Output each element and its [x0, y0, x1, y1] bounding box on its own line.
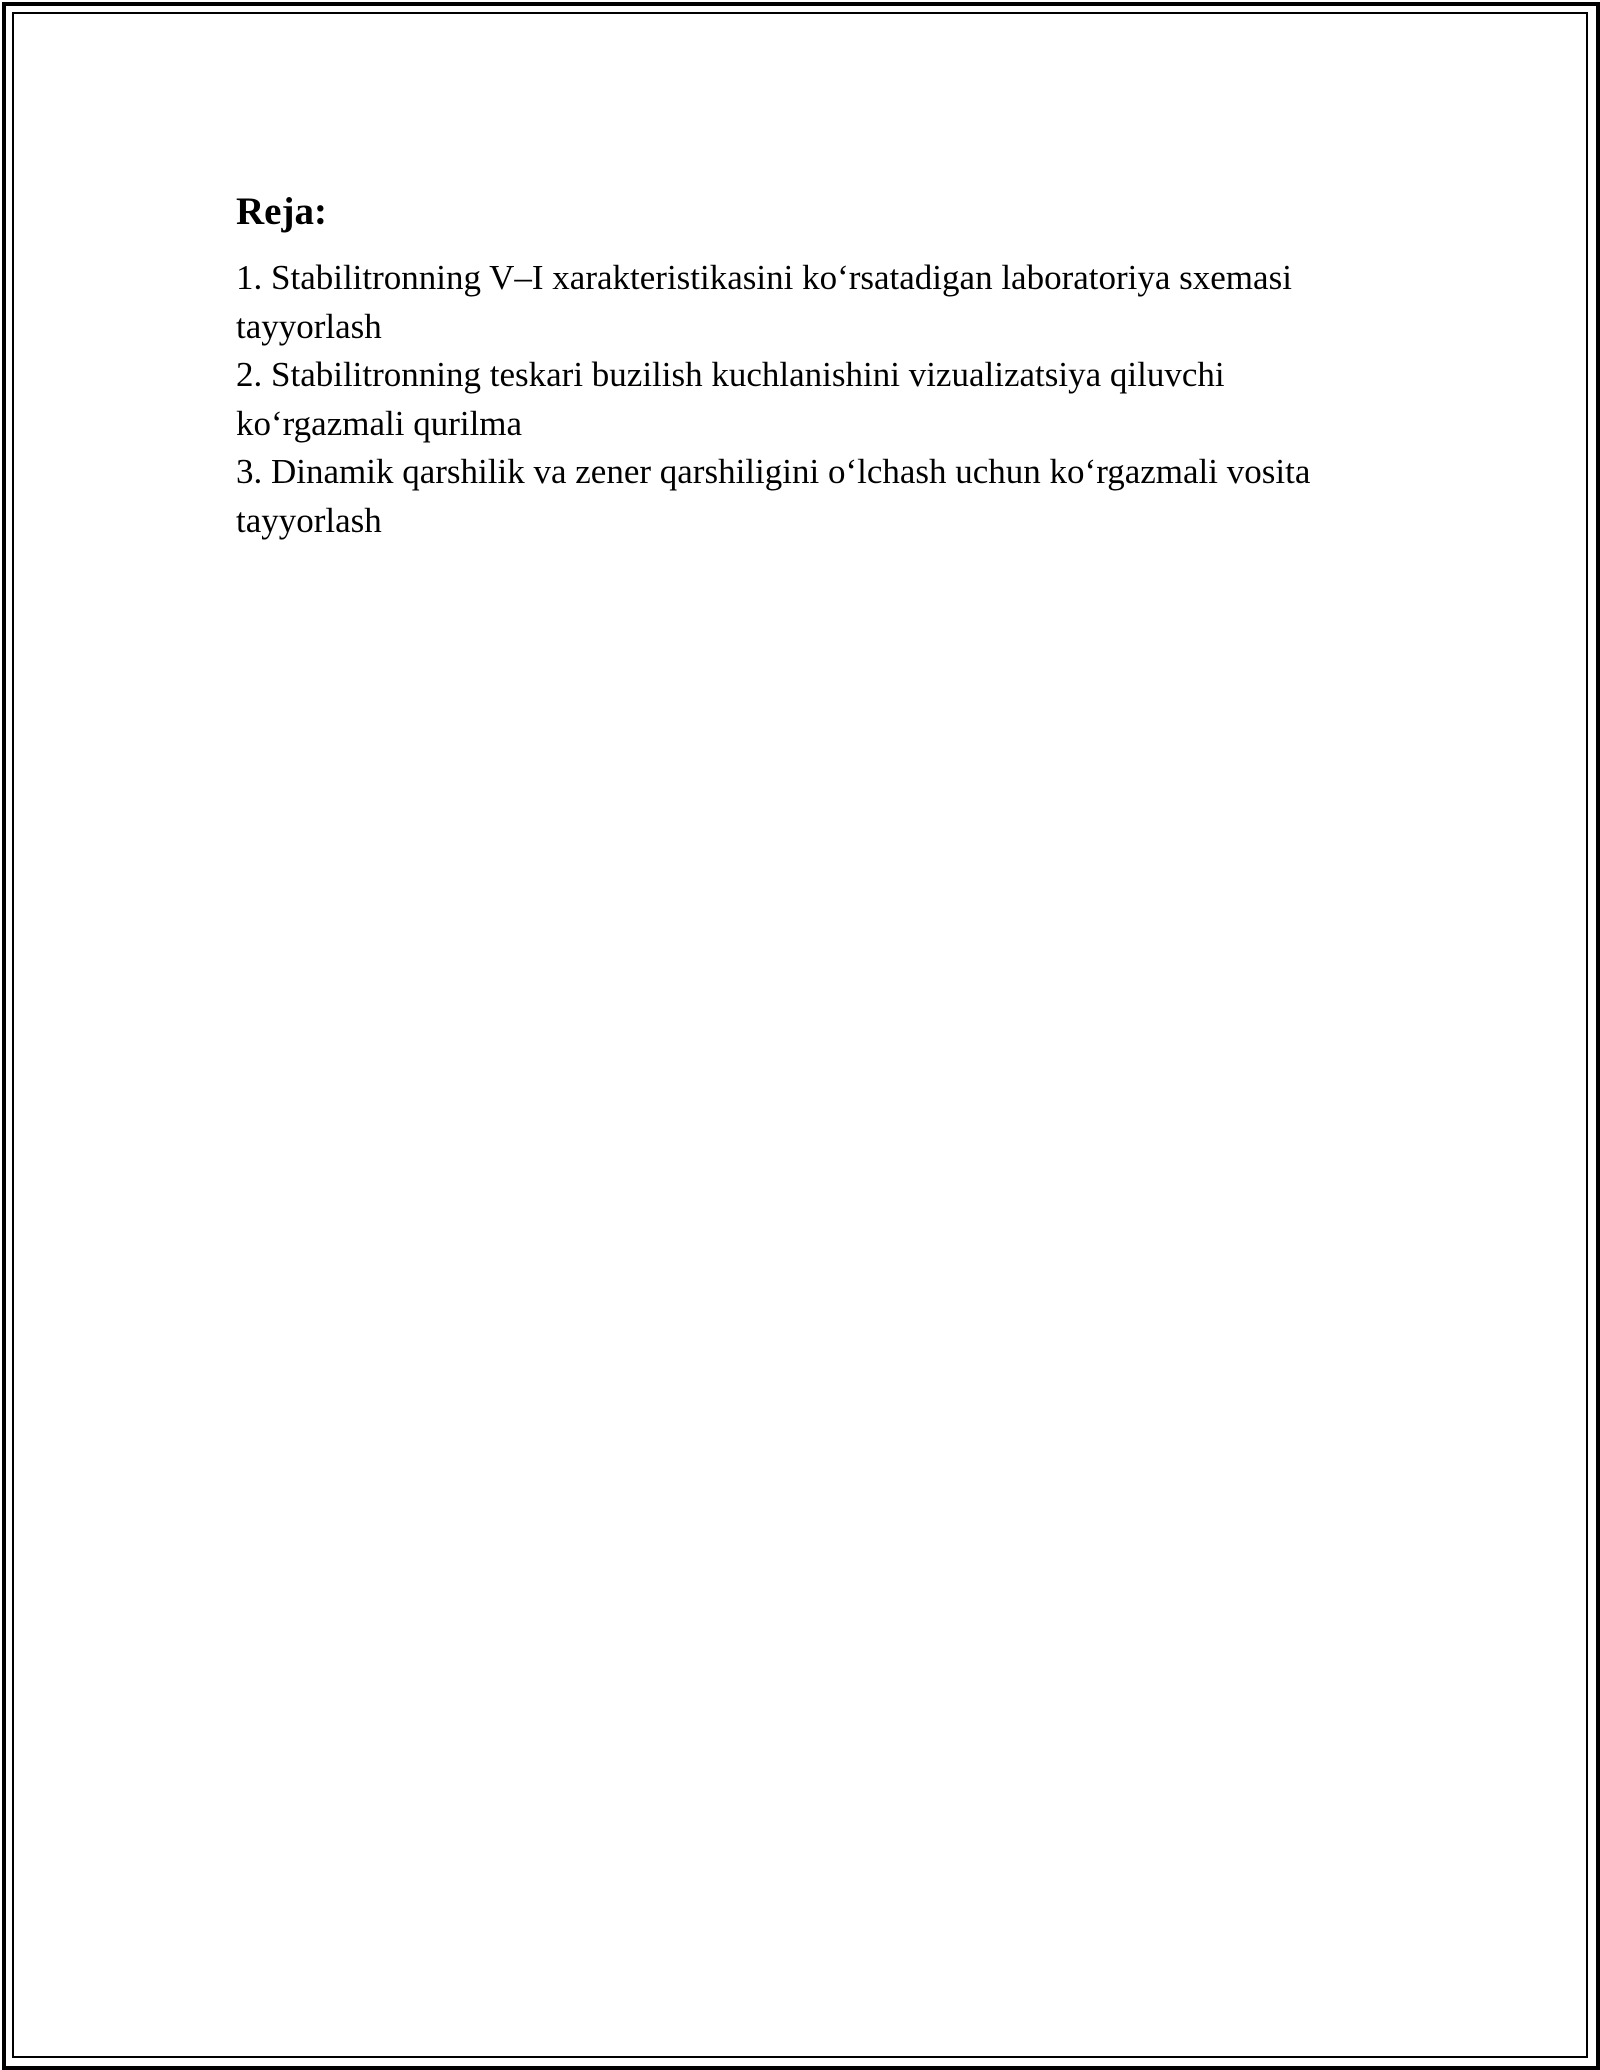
plan-item-1: 1. Stabilitronning V–I xarakteristikasini ko‘rsatadigan laboratoriya sxemasi tayyorlash	[236, 258, 1292, 346]
plan-item-3: 3. Dinamik qarshilik va zener qarshiligini o‘lchash uchun ko‘rgazmali vosita tayyorlash	[236, 452, 1311, 540]
plan-item-2: 2. Stabilitronning teskari buzilish kuchlanishini vizualizatsiya qiluvchi ko‘rgazmali qurilma	[236, 355, 1225, 443]
page-title: Reja:	[236, 190, 327, 233]
document-body	[236, 186, 1386, 545]
plan-list	[236, 254, 1386, 545]
